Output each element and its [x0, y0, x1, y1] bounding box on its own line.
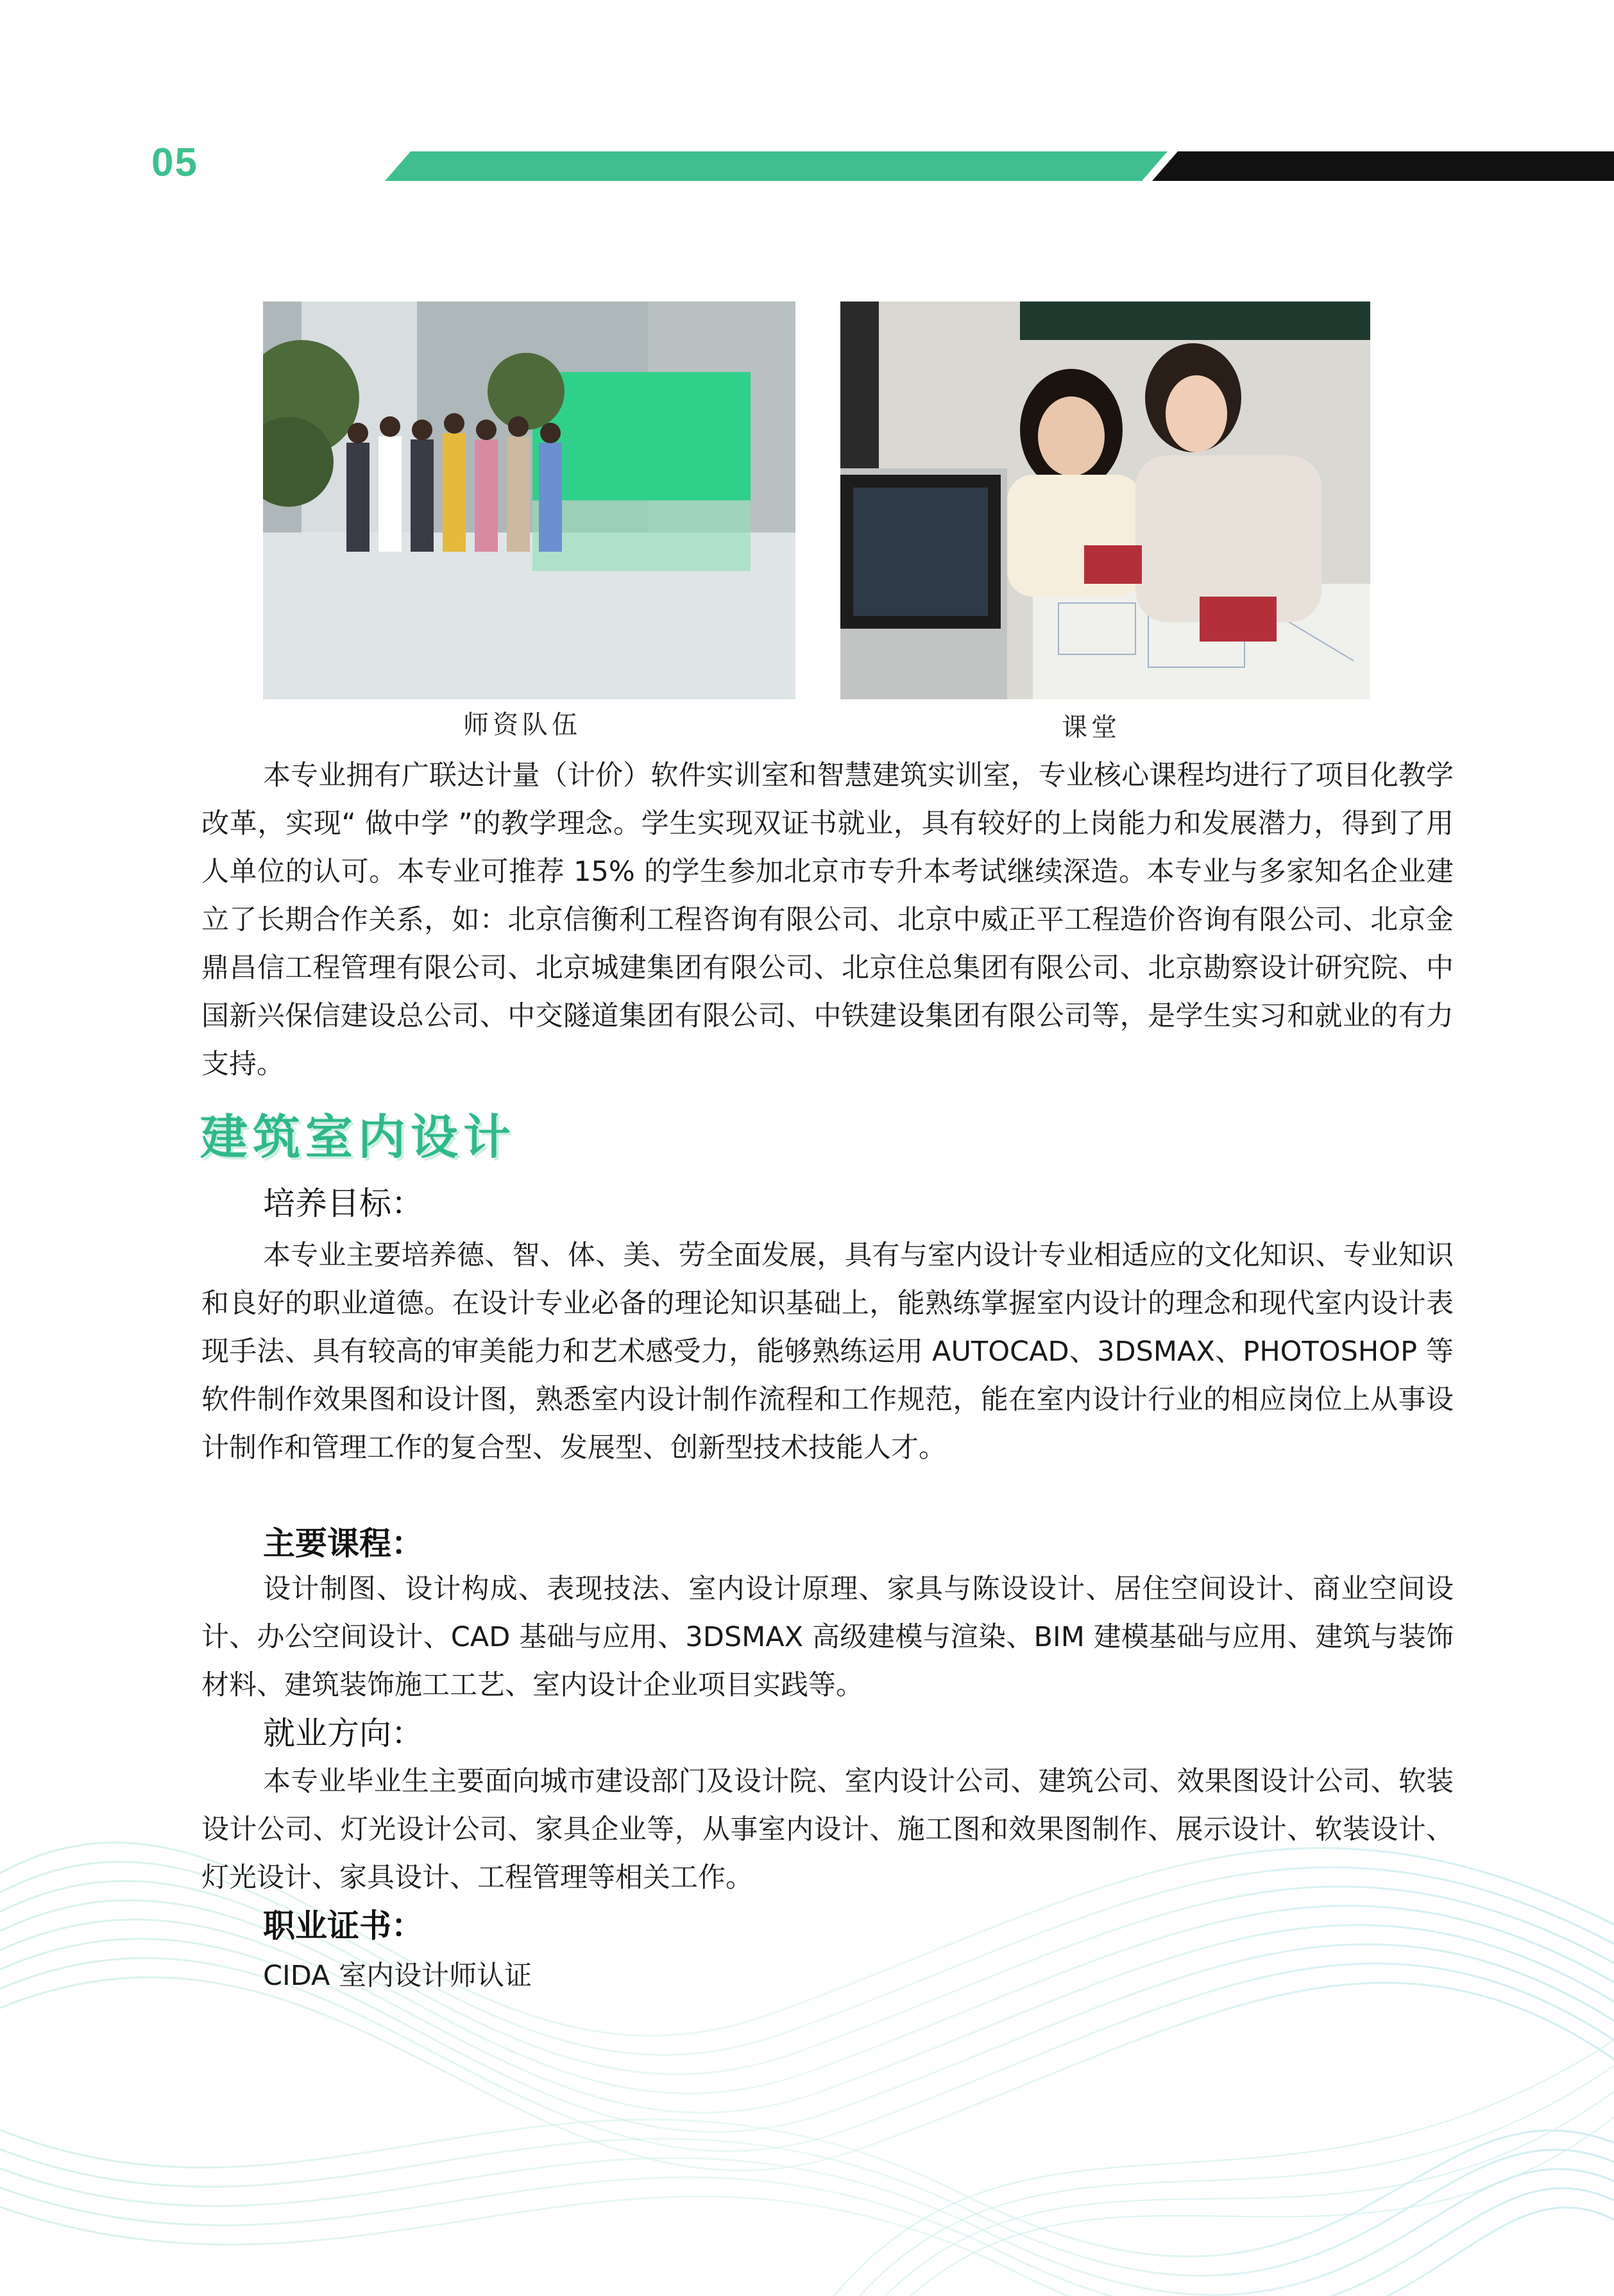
courses-heading: 主要课程： [263, 1525, 423, 1562]
photo-caption-classroom: 课堂 [1062, 713, 1121, 742]
cert-heading: 职业证书： [263, 1907, 423, 1944]
cert-text: CIDA 室内设计师认证 [263, 1960, 532, 1992]
courses-paragraph: 设计制图、设计构成、表现技法、室内设计原理、家具与陈设设计、居住空间设计、商业空间设计、办公空间设计、CAD 基础与应用、3DSMAX 高级建模与渲染、BIM 建模基础与应用、建筑与装饰材料、建筑装饰施工工艺、室内设计企业项目实践等。 [201, 1573, 1454, 1701]
classroom-photo [840, 302, 1370, 699]
page-number: 05 [151, 140, 198, 185]
section-title: 建筑室内设计 [200, 1110, 516, 1165]
photo-caption-faculty: 师资队伍 [463, 710, 581, 740]
header-accent-bar [385, 151, 1614, 181]
faculty-team-photo [263, 302, 795, 699]
goal-heading: 培养目标： [263, 1185, 423, 1222]
goal-paragraph: 本专业主要培养德、智、体、美、劳全面发展，具有与室内设计专业相适应的文化知识、专业知识和良好的职业道德。在设计专业必备的理论知识基础上，能熟练掌握室内设计的理念和现代室内设计表现手法、具有较高的审美能力和艺术感受力，能够熟练运用 AUTOCAD、3DSMAX、PHOTOSHOP 等软件制作效果图和设计图，熟悉室内设计制作流程和工作规范，能在室内设计行业的相应岗位上从事设计制作和管理工作的复合型、发展型、创新型技术技能人才。 [201, 1239, 1454, 1464]
jobs-heading: 就业方向： [263, 1715, 423, 1752]
intro-paragraph: 本专业拥有广联达计量（计价）软件实训室和智慧建筑实训室，专业核心课程均进行了项目化教学改革，实现“ 做中学 ”的教学理念。学生实现双证书就业，具有较好的上岗能力和发展潜力，得到了用人单位的认可。本专业可推荐 15% 的学生参加北京市专升本考试继续深造。本专业与多家知名企业建立了长期合作关系，如：北京信衡利工程咨询有限公司、北京中威正平工程造价咨询有限公司、北京金鼎昌信工程管理有限公司、北京城建集团有限公司、北京住总集团有限公司、北京勘察设计研究院、中国新兴保信建设总公司、中交隧道集团有限公司、中铁建设集团有限公司等，是学生实习和就业的有力支持。 [201, 760, 1454, 1080]
jobs-paragraph: 本专业毕业生主要面向城市建设部门及设计院、室内设计公司、建筑公司、效果图设计公司、软装设计公司、灯光设计公司、家具企业等，从事室内设计、施工图和效果图制作、展示设计、软装设计、灯光设计、家具设计、工程管理等相关工作。 [201, 1765, 1454, 1894]
